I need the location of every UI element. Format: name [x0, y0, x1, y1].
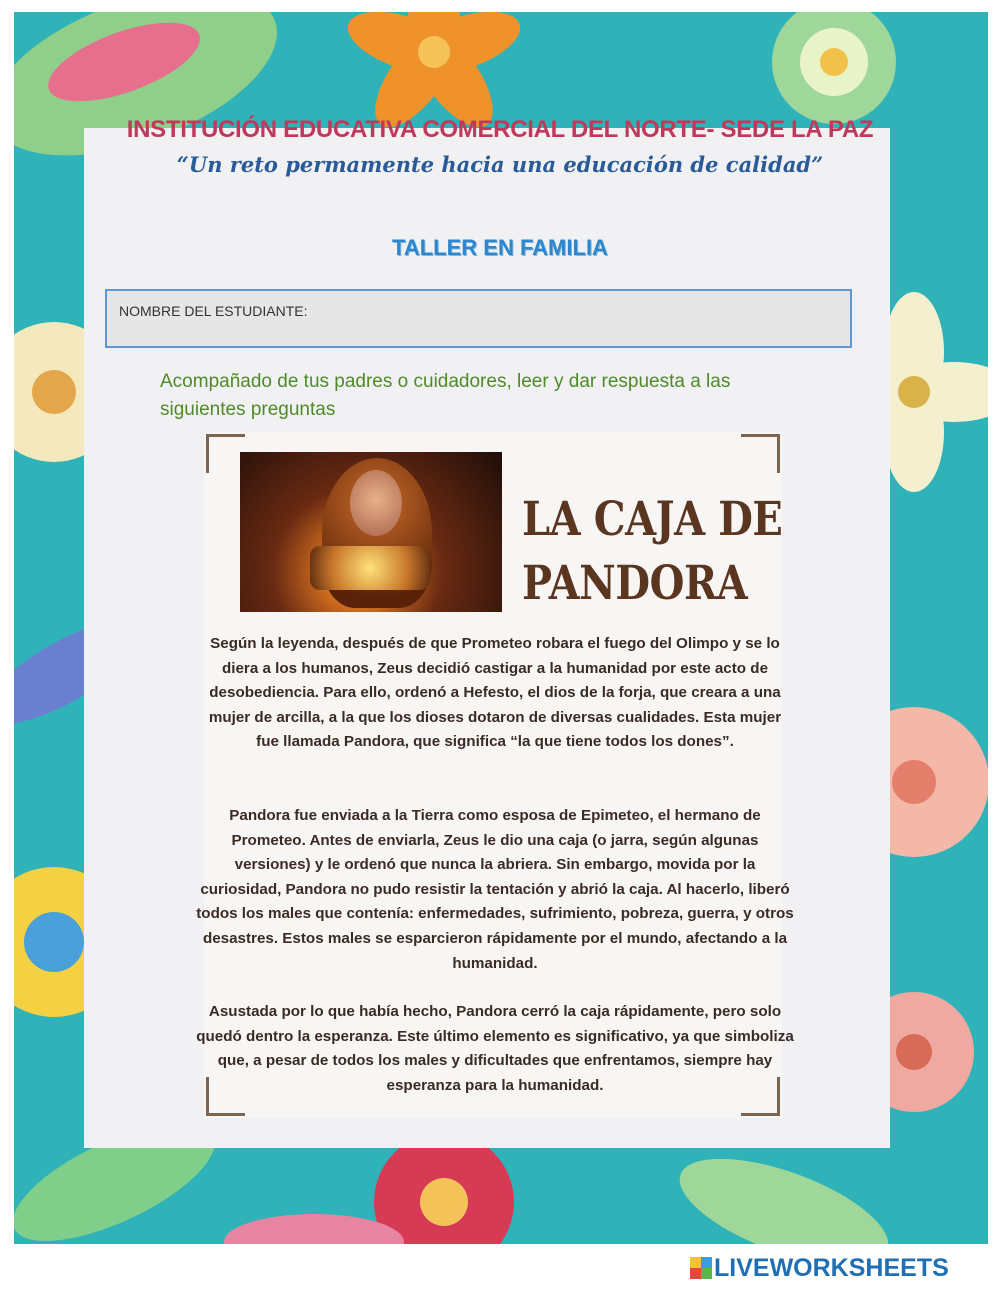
logo-text: LIVEWORKSHEETS [714, 1253, 949, 1282]
student-name-field[interactable] [105, 289, 852, 348]
pandora-illustration [240, 452, 502, 612]
story-title-line1: LA CAJA DE [522, 492, 783, 547]
liveworksheets-logo[interactable] [690, 1254, 949, 1282]
illustration-face [350, 470, 402, 536]
glowing-box-image [310, 546, 430, 590]
institution-motto: “Un reto permamente hacia una educación de calidad” [176, 152, 824, 177]
story-title [522, 488, 782, 616]
student-name-label: NOMBRE DEL ESTUDIANTE: [119, 303, 308, 319]
story-title-line2: PANDORA [522, 556, 748, 611]
story-paragraph-1: Según la leyenda, después de que Prometeo robara el fuego del Olimpo y se lo diera a los humanos, Zeus decidió castigar a la humanidad por este acto de desobediencia. Para ello, ordenó a Hefesto, el dios de la forja, que creara a una mujer de arcilla, a la que los dioses dotaron de diversas cualidades. Esta mujer fue llamada Pandora, que significa “la que tiene todos los dones”. [208, 635, 782, 751]
liveworksheets-mark-icon [690, 1257, 712, 1279]
story-paragraph-3: Asustada por lo que había hecho, Pandora cerró la caja rápidamente, pero solo quedó dentro la esperanza. Este último elemento es significativo, ya que simboliza que, a pesar de todos los males y dificultades que enfrentamos, siempre hay esperanza para la humanidad. [196, 1003, 794, 1094]
worksheet-title: TALLER EN FAMILIA [392, 235, 608, 260]
ornament-corner [741, 434, 780, 473]
story-paragraph-2: Pandora fue enviada a la Tierra como esposa de Epimeteo, el hermano de Prometeo. Antes de enviarla, Zeus le dio una caja (o jarra, según algunas versiones) y le ordenó que nunca la abriera. Sin embargo, movida por la curiosidad, Pandora no pudo resistir la tentación y abrió la caja. Al hacerlo, liberó todos los males que contenía: enfermedades, sufrimiento, pobreza, guerra, y otros desastres. Estos males se esparcieron rápidamente por el mundo, afectando a la humanidad. [196, 807, 794, 972]
instructions-text: Acompañado de tus padres o cuidadores, leer y dar respuesta a las siguientes preguntas [160, 371, 731, 420]
institution-title: INSTITUCIÓN EDUCATIVA COMERCIAL DEL NORTE- SEDE LA PAZ [126, 116, 874, 143]
